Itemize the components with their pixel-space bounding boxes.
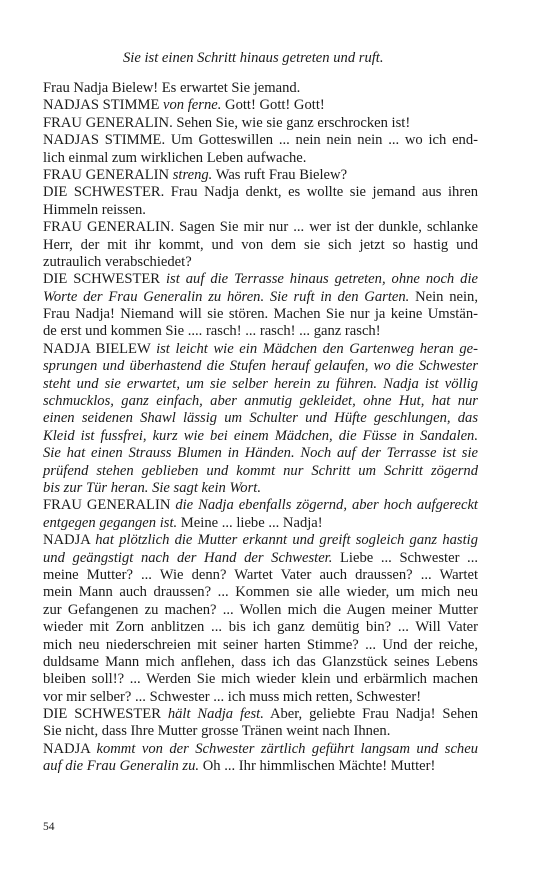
dialogue-segment: Frau Nadja Bielew! Es erwartet Sie jemand. [43,80,301,96]
play-text [43,80,478,776]
stage-direction-segment: Sie hat einen Strauss Blumen in Händen. Noch auf der Terrasse ist sie [43,445,478,462]
dialogue-segment: bleiben soll!? ... Werden Sie mich wieder klein und erbärmlich machen [43,671,478,688]
stage-direction-segment: ist auf die Terrasse hinaus getreten, ohne noch die [165,271,479,288]
text-line [43,689,478,706]
text-line [43,723,478,740]
text-line [43,497,478,514]
dialogue-segment: zur Gefangenen zu machen? ... Wollen mich die Augen meiner Mutter [43,601,478,618]
dialogue-segment: DIE SCHWESTER [43,271,166,288]
text-line [43,410,478,427]
dialogue-segment: de erst und kommen Sie .... rasch! ... rasch! ... ganz rasch! [43,323,381,340]
stage-direction-segment: und geängstigt nach der Hand der Schwester. [43,549,333,566]
text-line [43,97,478,114]
text-line [43,202,478,219]
stage-direction-segment: hält Nadja fest. [167,706,264,723]
text-line [43,602,478,619]
dialogue-segment: NADJA [43,532,96,549]
text-line [43,289,478,306]
dialogue-segment: Sie nicht, dass Ihre Mutter grosse Tränen weint nach Ihnen. [43,723,391,740]
stage-direction-segment: kommt von der Schwester zärtlich geführt langsam und scheu [96,740,478,757]
text-line [43,341,478,358]
text-line [43,654,478,671]
text-line [43,706,478,723]
text-line [43,358,478,375]
text-line [43,619,478,636]
text-line [43,271,478,288]
dialogue-segment: vor mir selber? ... Schwester ... ich muss mich retten, Schwester! [43,688,422,705]
stage-direction-segment: auf die Frau Generalin zu. [43,758,200,775]
dialogue-segment: FRAU GENERALIN. Sagen Sie mir nur ... wer ist der dunkle, schlanke [43,219,478,236]
dialogue-segment: mich neu niederschreien mit seiner harten Stimme? ... Und der reiche, [43,636,478,653]
dialogue-segment: zutraulich verabschiedet? [43,253,192,270]
text-line [43,219,478,236]
text-line [43,237,478,254]
dialogue-segment: Himmeln reissen. [43,201,146,218]
text-line [43,306,478,323]
stage-direction-segment: einen seidenen Shawl lässig um Schulter und Hüfte geschlungen, das [43,410,478,427]
dialogue-segment: NADJAS STIMME. Um Gotteswillen ... nein nein nein ... wo ich end- [43,132,478,149]
text-line [43,376,478,393]
dialogue-segment: DIE SCHWESTER. Frau Nadja denkt, es wollte sie jemand aus ihren [43,184,478,201]
text-line [43,80,478,97]
stage-direction-segment: Kleid ist fussfrei, kurz wie bei einem Mädchen, die Füsse in Sandalen. [43,427,478,444]
dialogue-segment: Herr, der mit ihr kommt, und von dem sie sich jetzt so hastig und [43,236,478,253]
dialogue-segment: Nein nein, [409,288,478,305]
dialogue-segment: Aber, geliebte Frau Nadja! Sehen [263,706,479,723]
stage-direction-segment: von ferne. [163,97,222,114]
dialogue-segment: NADJA BIELEW [43,340,157,357]
stage-direction-segment: hat plötzlich die Mutter erkannt und greift sogleich ganz hastig [95,532,478,549]
text-line [43,167,478,184]
dialogue-segment: NADJA [43,740,97,757]
dialogue-segment: FRAU GENERALIN. Sehen Sie, wie sie ganz erschrocken ist! [43,114,411,131]
text-line [43,584,478,601]
text-line [43,480,478,497]
dialogue-segment: Frau Nadja! Niemand will sie stören. Machen Sie nur ja keine Umstän- [43,306,478,323]
text-line [43,550,478,567]
dialogue-segment: FRAU GENERALIN [43,497,176,514]
dialogue-segment: duldsame Mann mich anflehen, dass ich das Glanzstück seines Lebens [43,653,478,670]
stage-direction: Sie ist einen Schritt hinaus getreten und ruft. [123,50,384,66]
stage-direction-segment: sprungen und überhastend die Stufen herauf gelaufen, wo die Schwester [43,358,478,375]
dialogue-segment: mein Mann auch draussen? ... Kommen sie alle wieder, um mich neu [43,584,478,601]
text-line [43,323,478,340]
dialogue-segment: Meine ... liebe ... Nadja! [177,514,323,531]
dialogue-segment: wieder mit Zorn anblitzen ... bis ich ganz demütig bin? ... Will Vater [43,619,478,636]
dialogue-segment: Was ruft Frau Bielew? [212,166,348,183]
page-number: 54 [43,821,55,833]
text-line [43,115,478,132]
dialogue-segment: Gott! Gott! Gott! [221,97,325,114]
text-line [43,532,478,549]
text-line [43,254,478,271]
text-line [43,758,478,775]
text-line [43,132,478,149]
text-line [43,567,478,584]
dialogue-segment: FRAU GENERALIN [43,166,173,183]
dialogue-segment: Oh ... Ihr himmlischen Mächte! Mutter! [199,758,436,775]
text-line [43,393,478,410]
text-line [43,428,478,445]
dialogue-segment: NADJAS STIMME [43,97,164,114]
text-line [43,515,478,532]
stage-direction-segment: steht und sie erwartet, um sie selber herein zu führen. Nadja ist völlig [43,375,478,392]
stage-direction-segment: entgegen gegangen ist. [43,514,178,531]
stage-direction-segment: prüfend stehen geblieben und kommt nur Schritt um Schritt zögernd [43,462,478,479]
text-line [43,741,478,758]
stage-direction-segment: bis zur Tür heran. Sie sagt kein Wort. [43,479,261,496]
dialogue-segment: lich einmal zum wirklichen Leben aufwache. [43,149,307,166]
dialogue-segment: DIE SCHWESTER [43,706,168,723]
text-line [43,184,478,201]
stage-direction-segment: Worte der Frau Generalin zu hören. Sie ruft in den Garten. [43,288,410,305]
stage-direction-segment: die Nadja ebenfalls zögernd, aber hoch aufgereckt [175,497,478,514]
stage-direction-segment: streng. [172,166,213,183]
stage-direction-segment: schmucklos, ganz einfach, aber anmutig gekleidet, ohne Hut, hat nur [43,393,478,410]
dialogue-segment: meine Mutter? ... Wie denn? Wartet Vater auch draussen? ... Wartet [43,566,478,583]
text-line [43,671,478,688]
stage-direction-segment: ist leicht wie ein Mädchen den Gartenweg heran ge- [156,340,478,357]
dialogue-segment: Liebe ... Schwester ... [332,549,478,566]
text-line [43,637,478,654]
text-line [43,463,478,480]
text-line [43,445,478,462]
text-line [43,150,478,167]
